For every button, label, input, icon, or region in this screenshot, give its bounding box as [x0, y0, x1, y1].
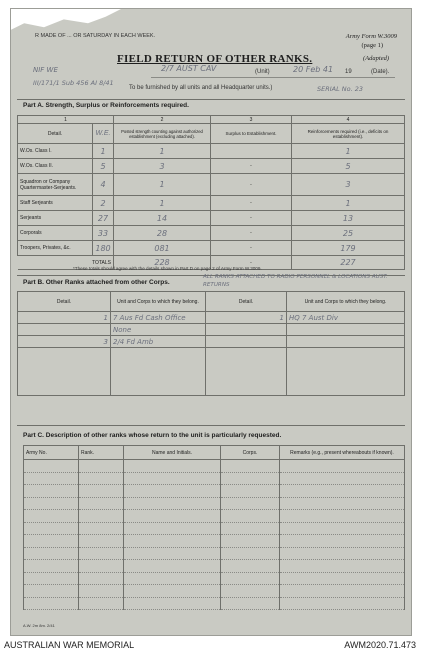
totals-surplus: -	[211, 256, 292, 270]
totals-label: TOTALS	[18, 256, 114, 270]
partC-cell	[221, 597, 280, 610]
partA-we: 1	[93, 144, 114, 159]
partC-cell	[280, 547, 405, 560]
hw-date: 20 Feb 41	[293, 65, 334, 74]
partC-table	[23, 445, 405, 610]
partA-reinf: 1	[292, 196, 405, 211]
partA-surplus: -	[211, 174, 292, 196]
date-label: (Date).	[371, 69, 390, 75]
partC-cell	[24, 572, 79, 585]
form-ref: A.W. 2m 8m. 2/41	[23, 623, 55, 628]
partC-cell	[221, 510, 280, 523]
partA-reinf: 179	[292, 241, 405, 256]
hw-line2: III/171/1 Sub 456 AI 8/41	[33, 79, 114, 87]
partC-cell	[24, 497, 79, 510]
partB-row	[18, 312, 405, 324]
head-we: W.E.	[93, 124, 114, 144]
partC-cell	[24, 597, 79, 610]
partA-row	[18, 159, 405, 174]
head-surplus: Surplus to Establishment.	[211, 124, 292, 144]
partC-cell	[124, 472, 221, 485]
partB-unit: 7 Aus Fd Cash Office	[111, 312, 206, 324]
partA-posted: 1	[114, 174, 211, 196]
partA-row	[18, 174, 405, 196]
partA-detail: Troopers, Privates, &c.	[18, 241, 93, 256]
partC-cell	[221, 460, 280, 473]
partB-detail	[18, 324, 111, 336]
partB-head-detail: Detail.	[18, 292, 111, 312]
partA-posted: 28	[114, 226, 211, 241]
partA-row	[18, 196, 405, 211]
partC-cell	[124, 510, 221, 523]
partA-row	[18, 144, 405, 159]
partC-cell	[124, 535, 221, 548]
partB-unit2: HQ 7 Aust Div	[287, 312, 405, 324]
partC-cell	[24, 560, 79, 573]
partC-head-rank: Rank.	[79, 446, 124, 460]
partA-posted: 3	[114, 159, 211, 174]
partB-title: Part B. Other Ranks attached from other Corps.	[23, 279, 170, 286]
top-banner: R MADE OF ... OR SATURDAY IN EACH WEEK.	[35, 33, 156, 39]
partC-cell	[79, 510, 124, 523]
partC-cell	[221, 535, 280, 548]
year-prefix: 19	[345, 69, 352, 75]
partA-we: 180	[93, 241, 114, 256]
partC-cell	[280, 497, 405, 510]
hw-left-note: NIF WE	[33, 66, 58, 74]
partA-detail: Corporals	[18, 226, 93, 241]
partA-we: 2	[93, 196, 114, 211]
partC-row	[24, 497, 405, 510]
partB-row	[18, 324, 405, 336]
partA-row	[18, 211, 405, 226]
partC-cell	[221, 472, 280, 485]
partC-row	[24, 510, 405, 523]
partA-reinf: 1	[292, 144, 405, 159]
form-sheet	[10, 8, 412, 636]
partA-we: 33	[93, 226, 114, 241]
partC-cell	[24, 510, 79, 523]
head-posted: Posted strength counting against authorized establishment (excluding attached).	[114, 124, 211, 144]
partB-blank	[287, 348, 405, 396]
partA-row	[18, 241, 405, 256]
partC-cell	[79, 597, 124, 610]
partC-cell	[280, 460, 405, 473]
partA-surplus: -	[211, 196, 292, 211]
partA-detail: W.Os. Class II.	[18, 159, 93, 174]
partC-row	[24, 547, 405, 560]
partC-cell	[79, 472, 124, 485]
partC-row	[24, 472, 405, 485]
partC-title: Part C. Description of other ranks whose return to the unit is particularly requested.	[23, 432, 282, 439]
partA-reinf: 25	[292, 226, 405, 241]
partC-cell	[280, 522, 405, 535]
partC-row	[24, 485, 405, 498]
partA-surplus: -	[211, 159, 292, 174]
partC-cell	[124, 547, 221, 560]
partB-row	[18, 336, 405, 348]
partB-detail: 1	[18, 312, 111, 324]
partC-cell	[79, 547, 124, 560]
partC-cell	[24, 485, 79, 498]
partC-cell	[221, 547, 280, 560]
totals-reinf: 227	[292, 256, 405, 270]
partC-row	[24, 572, 405, 585]
partC-head-name: Name and Initials.	[124, 446, 221, 460]
partA-reinf: 5	[292, 159, 405, 174]
partC-cell	[280, 585, 405, 598]
partC-cell	[221, 572, 280, 585]
partB-head-detail2: Detail.	[206, 292, 287, 312]
partC-cell	[79, 585, 124, 598]
partB-detail: 3	[18, 336, 111, 348]
partC-cell	[124, 585, 221, 598]
partA-detail: Squadron or Company Quartermaster-Serjeants.	[18, 174, 93, 196]
partB-head-unit: Unit and Corps to which they belong.	[111, 292, 206, 312]
divider-a	[17, 99, 405, 100]
partA-table	[17, 115, 405, 270]
partA-we: 27	[93, 211, 114, 226]
partA-posted: 1	[114, 196, 211, 211]
partA-surplus: -	[211, 211, 292, 226]
partC-cell	[79, 560, 124, 573]
partA-detail: Serjeants	[18, 211, 93, 226]
partC-cell	[124, 460, 221, 473]
partC-cell	[79, 460, 124, 473]
head-reinf: Reinforcements required (i.e., deficits on establishment).	[292, 124, 405, 144]
partC-cell	[221, 560, 280, 573]
partA-posted: 081	[114, 241, 211, 256]
partC-row	[24, 560, 405, 573]
page-label: (page 1)	[361, 42, 383, 49]
partB-unit2	[287, 336, 405, 348]
partB-detail2	[206, 336, 287, 348]
partC-cell	[221, 485, 280, 498]
partB-blank	[18, 348, 111, 396]
partC-cell	[221, 522, 280, 535]
partC-cell	[24, 547, 79, 560]
col-num-3: 3	[211, 116, 292, 124]
form-title: FIELD RETURN OF OTHER RANKS.	[117, 53, 313, 65]
partC-cell	[124, 497, 221, 510]
partC-cell	[280, 572, 405, 585]
partB-head-unit2: Unit and Corps to which they belong.	[287, 292, 405, 312]
partA-detail: Staff Serjeants	[18, 196, 93, 211]
partC-cell	[124, 572, 221, 585]
col-num-2: 2	[114, 116, 211, 124]
partC-head-remarks: Remarks (e.g., present whereabouts if known).	[280, 446, 405, 460]
partC-cell	[79, 572, 124, 585]
partA-row	[18, 226, 405, 241]
partC-cell	[124, 485, 221, 498]
partC-cell	[280, 560, 405, 573]
partC-cell	[280, 510, 405, 523]
head-detail: Detail.	[18, 124, 93, 144]
partC-cell	[280, 597, 405, 610]
footer-left: AUSTRALIAN WAR MEMORIAL	[4, 640, 135, 650]
furnished-note: To be furnished by all units and all Headquarter units.)	[129, 85, 273, 91]
partB-detail2: 1	[206, 312, 287, 324]
divider-c	[17, 425, 405, 426]
partC-cell	[124, 597, 221, 610]
partC-cell	[24, 472, 79, 485]
partA-posted: 14	[114, 211, 211, 226]
partA-note: *These totals should agree with the details shown in Part D on page 2 of Army Form W.3009.	[73, 266, 262, 271]
partA-reinf: 13	[292, 211, 405, 226]
adapted-label: (Adapted)	[363, 55, 389, 62]
partC-head-corps: Corps.	[221, 446, 280, 460]
partB-unit2	[287, 324, 405, 336]
partC-cell	[24, 535, 79, 548]
unit-underline	[151, 77, 395, 78]
partB-blank	[206, 348, 287, 396]
partA-we: 5	[93, 159, 114, 174]
unit-label: (Unit)	[255, 69, 270, 75]
partC-cell	[79, 535, 124, 548]
partC-cell	[79, 497, 124, 510]
col-num-4: 4	[292, 116, 405, 124]
partA-detail: W.Os. Class I.	[18, 144, 93, 159]
partC-row	[24, 535, 405, 548]
partC-cell	[24, 460, 79, 473]
partC-cell	[79, 522, 124, 535]
partA-surplus: -	[211, 226, 292, 241]
partC-head-army-no: Army No.	[24, 446, 79, 460]
partA-surplus	[211, 144, 292, 159]
partC-cell	[280, 485, 405, 498]
partB-detail2	[206, 324, 287, 336]
hw-serial: SERIAL No. 23	[317, 85, 364, 93]
partA-we: 4	[93, 174, 114, 196]
footer-right: AWM2020.71.473	[344, 640, 416, 650]
army-form-label: Army Form W.3009	[345, 33, 397, 40]
partC-cell	[221, 497, 280, 510]
partA-surplus: -	[211, 241, 292, 256]
partC-cell	[24, 522, 79, 535]
partC-row	[24, 597, 405, 610]
partC-cell	[280, 535, 405, 548]
partA-posted: 1	[114, 144, 211, 159]
partC-cell	[221, 585, 280, 598]
partC-cell	[24, 585, 79, 598]
partA-title: Part A. Strength, Surplus or Reinforcements required.	[23, 102, 189, 109]
totals-posted: 228	[114, 256, 211, 270]
partB-blank	[111, 348, 206, 396]
partC-cell	[280, 472, 405, 485]
partB-unit: 2/4 Fd Amb	[111, 336, 206, 348]
partC-row	[24, 522, 405, 535]
partB-table	[17, 291, 405, 396]
partC-cell	[124, 560, 221, 573]
partB-hw-note: ALL RANKS ATTACHED TO RADIO PERSONNEL & LOCATIONS AUST. RETURNS	[203, 274, 388, 288]
partC-row	[24, 585, 405, 598]
partC-cell	[124, 522, 221, 535]
partB-unit: None	[111, 324, 206, 336]
col-num-1: 1	[18, 116, 114, 124]
partC-row	[24, 460, 405, 473]
torn-corner	[11, 9, 121, 35]
partA-reinf: 3	[292, 174, 405, 196]
partC-cell	[79, 485, 124, 498]
hw-unit: 2/7 AUST CAV	[161, 64, 217, 73]
